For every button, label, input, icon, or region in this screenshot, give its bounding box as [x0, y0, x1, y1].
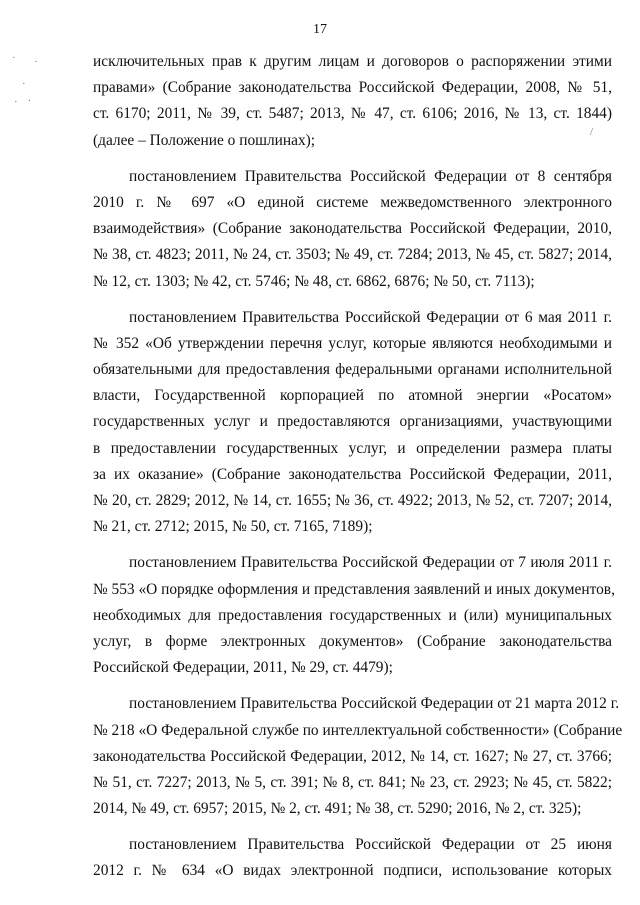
text-line: (далее – Положение о пошлинах);	[93, 131, 316, 149]
paragraph	[93, 832, 612, 884]
text-line: необходимых для предоставления государственных и (или) муниципальных	[93, 606, 612, 624]
text-line: правами» (Собрание законодательства Российской Федерации, 2008, № 51,	[93, 79, 612, 97]
page-number: 17	[313, 22, 327, 37]
text-line: взаимодействия» (Собрание законодательства Российской Федерации, 2010,	[93, 220, 612, 238]
paragraph	[93, 164, 612, 295]
scan-mark: ·	[14, 96, 18, 108]
text-line: № 38, ст. 4823; 2011, № 24, ст. 3503; № 49, ст. 7284; 2013, № 45, ст. 5827; 2014,	[93, 246, 612, 264]
text-line: постановлением Правительства Российской Федерации от 6 мая 2011 г.	[129, 308, 612, 326]
text-line: постановлением Правительства Российской Федерации от 8 сентября	[129, 167, 612, 185]
scan-mark: ·	[22, 78, 26, 90]
text-line: № 51, ст. 7227; 2013, № 5, ст. 391; № 8, ст. 841; № 23, ст. 2923; № 45, ст. 5822;	[93, 773, 612, 791]
text-line: № 553 «О порядке оформления и представления заявлений и иных документов,	[93, 580, 615, 598]
text-line: № 218 «О Федеральной службе по интеллектуальной собственности» (Собрание	[93, 721, 623, 739]
text-line: за их оказание» (Собрание законодательства Российской Федерации, 2011,	[93, 465, 612, 483]
text-line: постановлением Правительства Российской Федерации от 21 марта 2012 г.	[129, 695, 620, 713]
text-line: 2014, № 49, ст. 6957; 2015, № 2, ст. 491; № 38, ст. 5290; 2016, № 2, ст. 325);	[93, 800, 582, 818]
text-line: № 12, ст. 1303; № 42, ст. 5746; № 48, ст. 6862, 6876; № 50, ст. 7113);	[93, 272, 535, 290]
text-line: 2012 г. № 634 «О видах электронной подписи, использование которых	[93, 862, 612, 880]
paragraph	[93, 691, 623, 822]
text-line: постановлением Правительства Российской Федерации от 7 июля 2011 г.	[129, 554, 612, 572]
text-line: 2010 г. № 697 «О единой системе межведомственного электронного	[93, 193, 612, 211]
text-line: обязательными для предоставления федеральными органами исполнительной	[93, 361, 612, 379]
paragraph	[93, 305, 612, 541]
text-line: постановлением Правительства Российской Федерации от 25 июня	[129, 836, 612, 854]
paragraph	[93, 49, 612, 154]
scan-mark: ·	[12, 52, 16, 64]
text-line: исключительных прав к другим лицам и договоров о распоряжении этими	[93, 53, 612, 70]
text-line: законодательства Российской Федерации, 2012, № 14, ст. 1627; № 27, ст. 3766;	[93, 747, 612, 765]
text-line: власти, Государственной корпорацией по атомной энергии «Росатом»	[93, 387, 612, 405]
text-line: № 20, ст. 2829; 2012, № 14, ст. 1655; № 36, ст. 4922; 2013, № 52, ст. 7207; 2014,	[93, 492, 612, 509]
text-line: № 352 «Об утверждении перечня услуг, которые являются необходимыми и	[93, 334, 612, 352]
text-line: государственных услуг и предоставляются организациями, участвующими	[93, 413, 612, 431]
text-line: в предоставлении государственных услуг, и определении размера платы	[93, 439, 612, 457]
scan-mark: /	[590, 126, 594, 138]
text-line: Российской Федерации, 2011, № 29, ст. 4479);	[93, 659, 393, 677]
scan-mark: ·	[34, 56, 38, 68]
scan-mark: .	[28, 92, 31, 104]
text-line: услуг, в форме электронных документов» (Собрание законодательства	[93, 632, 612, 650]
paragraph	[93, 550, 615, 681]
text-line: ст. 6170; 2011, № 39, ст. 5487; 2013, № 47, ст. 6106; 2016, № 13, ст. 1844)	[93, 105, 612, 123]
document-body	[93, 49, 623, 885]
text-line: № 21, ст. 2712; 2015, № 50, ст. 7165, 7189);	[93, 518, 373, 536]
